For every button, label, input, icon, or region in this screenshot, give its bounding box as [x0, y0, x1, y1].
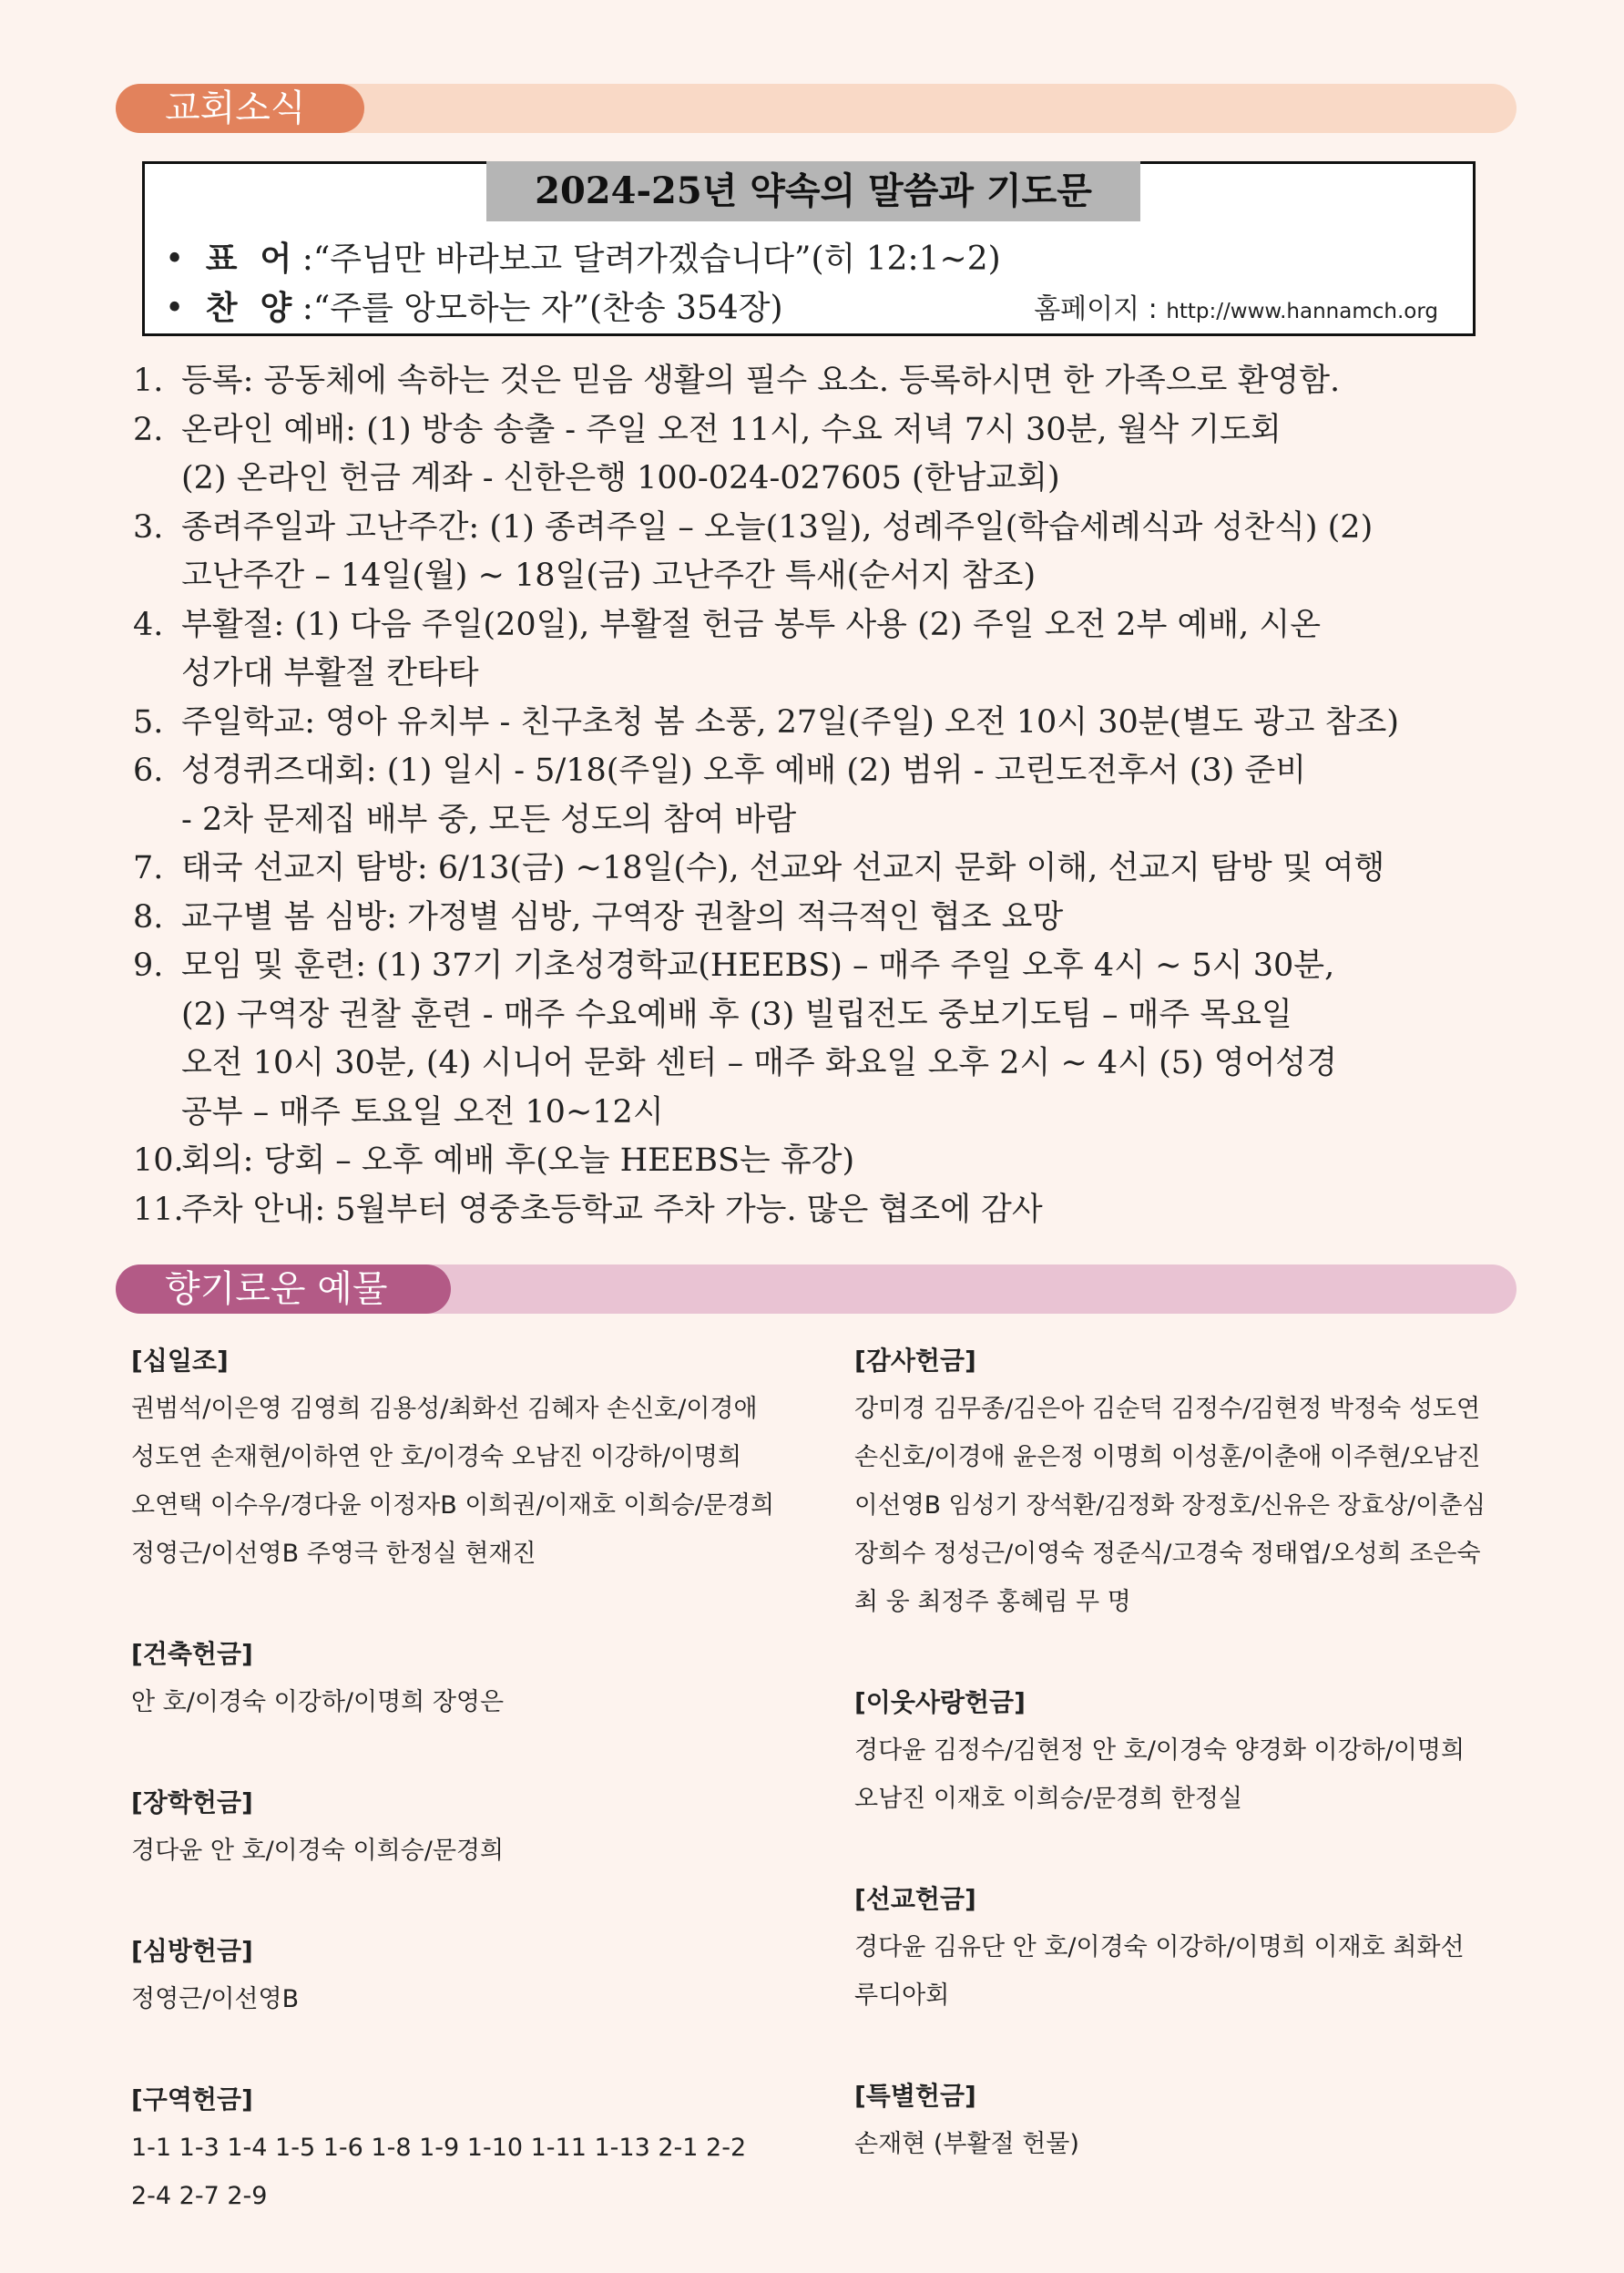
offering-title: [십일조] [131, 1346, 229, 1376]
offering-names: 손신호/이경애 윤은정 이명희 이성훈/이춘애 이주현/오남진 [854, 1443, 1481, 1471]
bullet: • [165, 241, 185, 278]
offering-names: 루디아회 [854, 1981, 950, 2010]
section-header-offerings [116, 1264, 1517, 1314]
offering-names: 정영근/이선영B [131, 1985, 300, 2013]
notice-number: 8. [133, 898, 164, 936]
homepage-link[interactable]: http://www.hannamch.org [1166, 300, 1438, 323]
offering-names: 강미경 김무종/김은아 김순덕 김정수/김현정 박정숙 성도연 [854, 1395, 1481, 1423]
notice-number: 9. [133, 947, 164, 984]
offering-group-tithe [131, 1337, 787, 1578]
offering-names: 경다윤 김유단 안 호/이경숙 이강하/이명희 이재호 최화선 [854, 1933, 1465, 1961]
notice-list [133, 357, 1481, 1234]
offering-group-district [131, 2076, 787, 2220]
offering-names: 이선영B 임성기 장석환/김정화 장정호/신유은 장효상/이춘심 [854, 1491, 1486, 1520]
notice-text: 온라인 예배: (1) 방송 송출 - 주일 오전 11시, 수요 저녁 7시 30분, 월삭 기도회 [181, 411, 1282, 448]
notice-number: 6. [133, 753, 164, 789]
notice-text: 성경퀴즈대회: (1) 일시 - 5/18(주일) 오후 예배 (2) 범위 - 고린도전후서 (3) 준비 [181, 753, 1307, 789]
offering-names: 경다윤 안 호/이경숙 이희승/문경희 [131, 1837, 505, 1865]
notice-number: 1. [133, 363, 164, 399]
notice-text: 부활절: (1) 다음 주일(20일), 부활절 헌금 봉투 사용 (2) 주일 오전 2부 예배, 시온 [181, 606, 1322, 643]
homepage-label: 홈페이지 : [1034, 293, 1158, 325]
offering-group-neighbor-love [854, 1679, 1492, 1823]
notice-text: 주차 안내: 5월부터 영중초등학교 주차 가능. 많은 협조에 감사 [181, 1191, 1043, 1228]
motto-key: 표 어 [205, 241, 292, 278]
hymn-text: :“주를 앙모하는 자”(찬송 354장) [301, 290, 783, 327]
offering-group-visitation [131, 1928, 787, 2023]
notice-number: 3. [133, 508, 164, 546]
hymn-line [165, 282, 783, 329]
offerings-right-column [854, 1337, 1492, 2221]
offering-title: [특별헌금] [854, 2081, 976, 2111]
notice-number: 10. [133, 1142, 184, 1179]
notice-text: 태국 선교지 탐방: 6/13(금) ~18일(수), 선교와 선교지 문화 이해, 선교지 탐방 및 여행 [181, 850, 1385, 886]
notice-text: - 2차 문제집 배부 중, 모든 성도의 참여 바람 [181, 801, 797, 838]
offering-group-thanksgiving [854, 1337, 1492, 1626]
offering-names: 오남진 이재호 이희승/문경희 한정실 [854, 1785, 1243, 1813]
verse-box-title: 2024-25년 약속의 말씀과 기도문 [486, 161, 1140, 221]
section-title-offerings: 향기로운 예물 [116, 1264, 451, 1314]
notice-item [133, 699, 1481, 748]
notice-item [133, 504, 1481, 601]
offering-names: 1-1 1-3 1-4 1-5 1-6 1-8 1-9 1-10 1-11 1-13 2-1 2-2 [131, 2134, 747, 2162]
notice-item [133, 1137, 1481, 1186]
offering-names: 2-4 2-7 2-9 [131, 2182, 268, 2210]
bullet: • [165, 290, 185, 327]
offering-title: [장학헌금] [131, 1787, 253, 1817]
offerings-left-column [131, 1337, 787, 2273]
offering-title: [선교헌금] [854, 1884, 976, 1914]
offering-names: 장희수 정성근/이영숙 정준식/고경숙 정태엽/오성희 조은숙 [854, 1540, 1481, 1568]
notice-item [133, 357, 1481, 406]
notice-text: 성가대 부활절 칸타타 [181, 655, 479, 691]
offering-names: 성도연 손재현/이하연 안 호/이경숙 오남진 이강하/이명희 [131, 1443, 742, 1471]
motto-text: :“주님만 바라보고 달려가겠습니다”(히 12:1~2) [301, 241, 1001, 278]
section-header-church-news [116, 84, 1517, 133]
offering-title: [이웃사랑헌금] [854, 1687, 1026, 1717]
notice-item [133, 894, 1481, 943]
notice-item [133, 747, 1481, 845]
hymn-key: 찬 양 [205, 290, 292, 327]
offering-names: 손재현 (부활절 헌물) [854, 2130, 1079, 2158]
offering-title: [구역헌금] [131, 2084, 253, 2114]
notice-item [133, 942, 1481, 1137]
offering-names: 오연택 이수우/경다윤 이정자B 이희권/이재호 이희승/문경희 [131, 1491, 775, 1520]
promise-verse-box [142, 161, 1476, 336]
notice-item [133, 406, 1481, 504]
notice-number: 5. [133, 703, 164, 741]
notice-text: 모임 및 훈련: (1) 37기 기초성경학교(HEEBS) – 매주 주일 오후 4시 ~ 5시 30분, [181, 947, 1335, 984]
homepage-info [1034, 286, 1438, 326]
offering-group-mission [854, 1876, 1492, 2020]
notice-text: 공부 – 매주 토요일 오전 10~12시 [181, 1093, 664, 1131]
notice-number: 4. [133, 606, 164, 643]
notice-item [133, 601, 1481, 699]
offering-group-scholarship [131, 1779, 787, 1875]
notice-text: 회의: 당회 – 오후 예배 후(오늘 HEEBS는 휴강) [181, 1142, 855, 1179]
offering-group-special [854, 2073, 1492, 2168]
notice-text: 종려주일과 고난주간: (1) 종려주일 – 오늘(13일), 성례주일(학습세례식과 성찬식) (2) [181, 508, 1374, 546]
notice-text: 등록: 공동체에 속하는 것은 믿음 생활의 필수 요소. 등록하시면 한 가족으로 환영함. [181, 363, 1341, 399]
notice-text: 고난주간 – 14일(월) ~ 18일(금) 고난주간 특새(순서지 참조) [181, 558, 1037, 594]
section-title-church-news: 교회소식 [116, 84, 364, 133]
offering-title: [심방헌금] [131, 1936, 253, 1966]
notice-number: 2. [133, 411, 164, 448]
notice-item [133, 845, 1481, 894]
notice-text: 오전 10시 30분, (4) 시니어 문화 센터 – 매주 화요일 오후 2시 ~ 4시 (5) 영어성경 [181, 1045, 1338, 1081]
notice-text: 교구별 봄 심방: 가정별 심방, 구역장 권찰의 적극적인 협조 요망 [181, 898, 1064, 936]
notice-text: (2) 온라인 헌금 계좌 - 신한은행 100-024-027605 (한남교회) [181, 460, 1060, 497]
offering-group-building [131, 1631, 787, 1726]
offering-names: 정영근/이선영B 주영극 한정실 현재진 [131, 1540, 536, 1568]
offering-names: 최 웅 최정주 홍혜림 무 명 [854, 1588, 1131, 1616]
notice-text: (2) 구역장 권찰 훈련 - 매주 수요예배 후 (3) 빌립전도 중보기도팀 – 매주 목요일 [181, 996, 1292, 1033]
notice-number: 11. [133, 1191, 184, 1228]
offering-names: 경다윤 김정수/김현정 안 호/이경숙 양경화 이강하/이명희 [854, 1736, 1466, 1765]
notice-number: 7. [133, 850, 164, 886]
notice-item [133, 1186, 1481, 1235]
notice-text: 주일학교: 영아 유치부 - 친구초청 봄 소풍, 27일(주일) 오전 10시 30분(별도 광고 참조) [181, 703, 1399, 741]
offering-names: 권범석/이은영 김영희 김용성/최화선 김혜자 손신호/이경애 [131, 1395, 758, 1423]
motto-line [165, 233, 1001, 280]
offering-title: [감사헌금] [854, 1346, 976, 1376]
offering-title: [건축헌금] [131, 1639, 253, 1669]
offering-names: 안 호/이경숙 이강하/이명희 장영은 [131, 1688, 505, 1716]
